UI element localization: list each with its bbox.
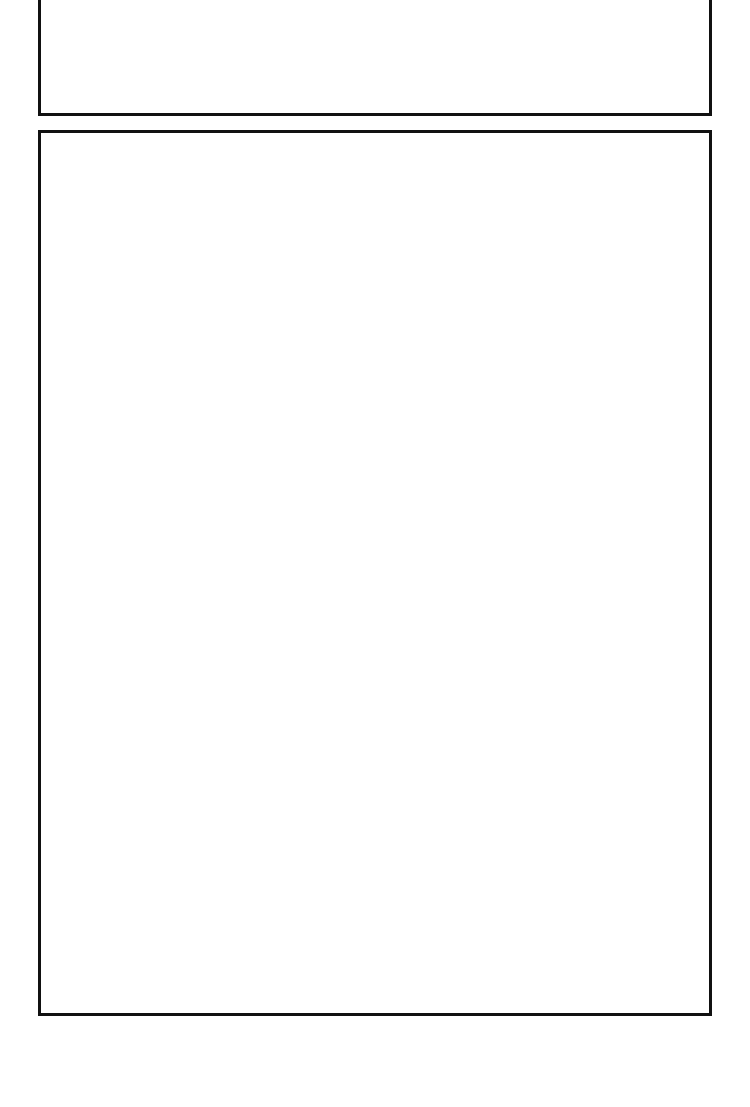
previous-page-frame — [38, 0, 712, 116]
lesson-page-frame — [38, 130, 712, 1016]
